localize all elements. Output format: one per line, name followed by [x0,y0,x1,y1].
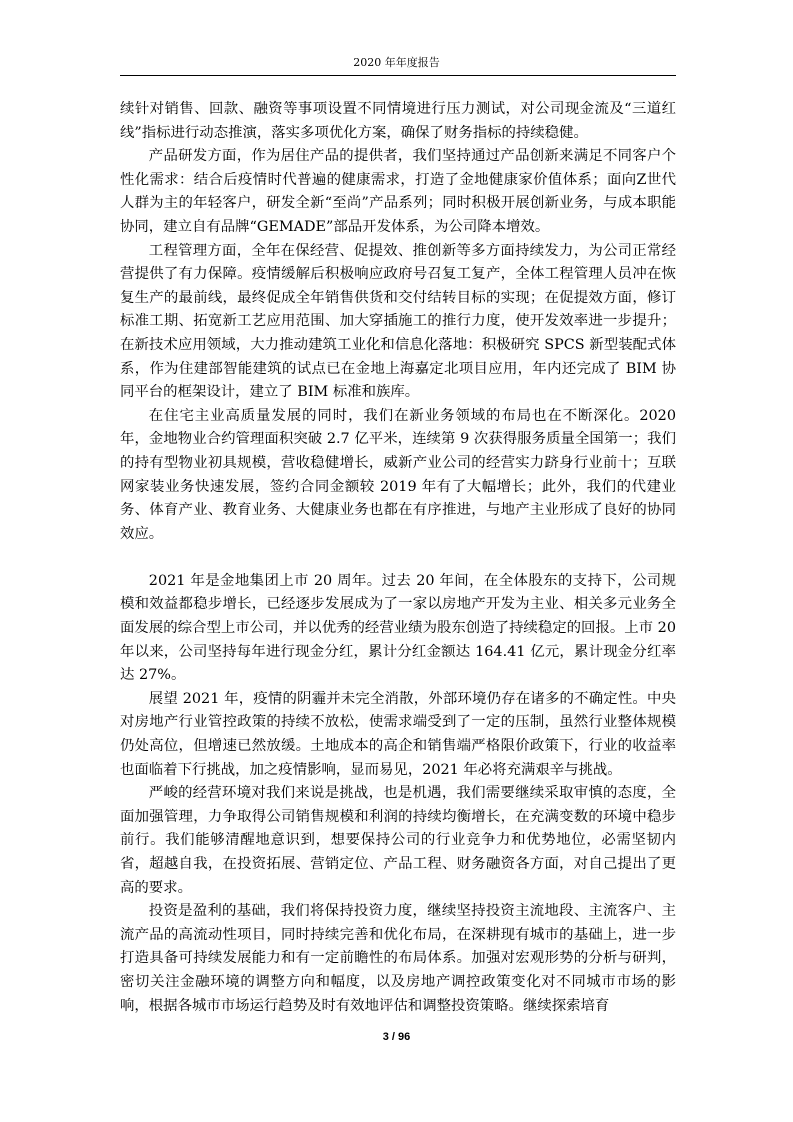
paragraph-1: 续针对销售、回款、融资等事项设置不同情境进行压力测试，对公司现金流及“三道红线”指标进行动态推演，落实多项优化方案，确保了财务指标的持续稳健。 [120,101,676,141]
page-header: 2020 年年度报告 [353,56,440,69]
paragraph-2: 产品研发方面，作为居住产品的提供者，我们坚持通过产品创新来满足不同客户个性化需求：结合后疫情时代普遍的健康需求，打造了金地健康家价值体系；面向Z世代人群为主的年轻客户，研发全新“至尚”产品系列；同时积极开展创新业务，与成本职能协同，建立自有品牌“GEMADE”部品开发体系，为公司降本增效。 [120,148,676,235]
paragraph-5: 2021 年是金地集团上市 20 周年。过去 20 年间，在全体股东的支持下，公司规模和效益都稳步增长，已经逐步发展成为了一家以房地产开发为主业、相关多元业务全面发展的综合型上市公司，并以优秀的经营业绩为股东创造了持续稳定的回报。上市 20 年以来，公司坚持每年进行现金分红，累计分红金额达 164.41 亿元，累计现金分红率达 27%。 [120,572,676,684]
paragraph-3: 工程管理方面，全年在保经营、促提效、推创新等多方面持续发力，为公司正常经营提供了有力保障。疫情缓解后积极响应政府号召复工复产，全体工程管理人员冲在恢复生产的最前线，最终促成全年销售供货和交付结转目标的实现；在促提效方面，修订标准工期、拓宽新工艺应用范围、加大穿插施工的推行力度，使开发效率进一步提升；在新技术应用领域，大力推动建筑工业化和信息化落地：积极研究 SPCS 新型装配式体系，作为住建部智能建筑的试点已在金地上海嘉定北项目应用，年内还完成了 BIM 协同平台的框架设计，建立了 BIM 标准和族库。 [120,242,676,401]
paragraph-6: 展望 2021 年，疫情的阴霾并未完全消散，外部环境仍存在诸多的不确定性。中央对房地产行业管控政策的持续不放松，使需求端受到了一定的压制，虽然行业整体规模仍处高位，但增速已然放缓。土地成本的高企和销售端严格限价政策下，行业的收益率也面临着下行挑战，加之疫情影响，显而易见，2021 年必将充满艰辛与挑战。 [120,690,676,778]
report-body [120,98,676,1018]
paragraph-8: 投资是盈利的基础，我们将保持投资力度，继续坚持投资主流地段、主流客户、主流产品的高流动性项目，同时持续完善和优化布局，在深耕现有城市的基础上，进一步打造具备可持续发展能力和有一定前瞻性的布局体系。加强对宏观形势的分析与研判，密切关注金融环境的调整方向和幅度，以及房地产调控政策变化对不同城市市场的影响，根据各城市市场运行趋势及时有效地评估和调整投资策略。继续探索培育 [120,903,676,1014]
header-rule [120,75,676,76]
page-number: 3 / 96 [382,1031,411,1043]
paragraph-7: 严峻的经营环境对我们来说是挑战，也是机遇，我们需要继续采取审慎的态度，全面加强管理，力争取得公司销售规模和利润的持续均衡增长，在充满变数的环境中稳步前行。我们能够清醒地意识到，想要保持公司的行业竞争力和优势地位，必需坚韧内省，超越自我，在投资拓展、营销定位、产品工程、财务融资各方面，对自己提出了更高的要求。 [120,785,676,896]
paragraph-4: 在住宅主业高质量发展的同时，我们在新业务领域的布局也在不断深化。2020 年，金地物业合约管理面积突破 2.7 亿平米，连续第 9 次获得服务质量全国第一；我们的持有型物业初具规模，营收稳健增长，威新产业公司的经营实力跻身行业前十；互联网家装业务快速发展，签约合同金额较 2019 年有了大幅增长；此外，我们的代建业务、体育产业、教育业务、大健康业务也都在有序推进，与地产主业形成了良好的协同效应。 [120,407,676,542]
